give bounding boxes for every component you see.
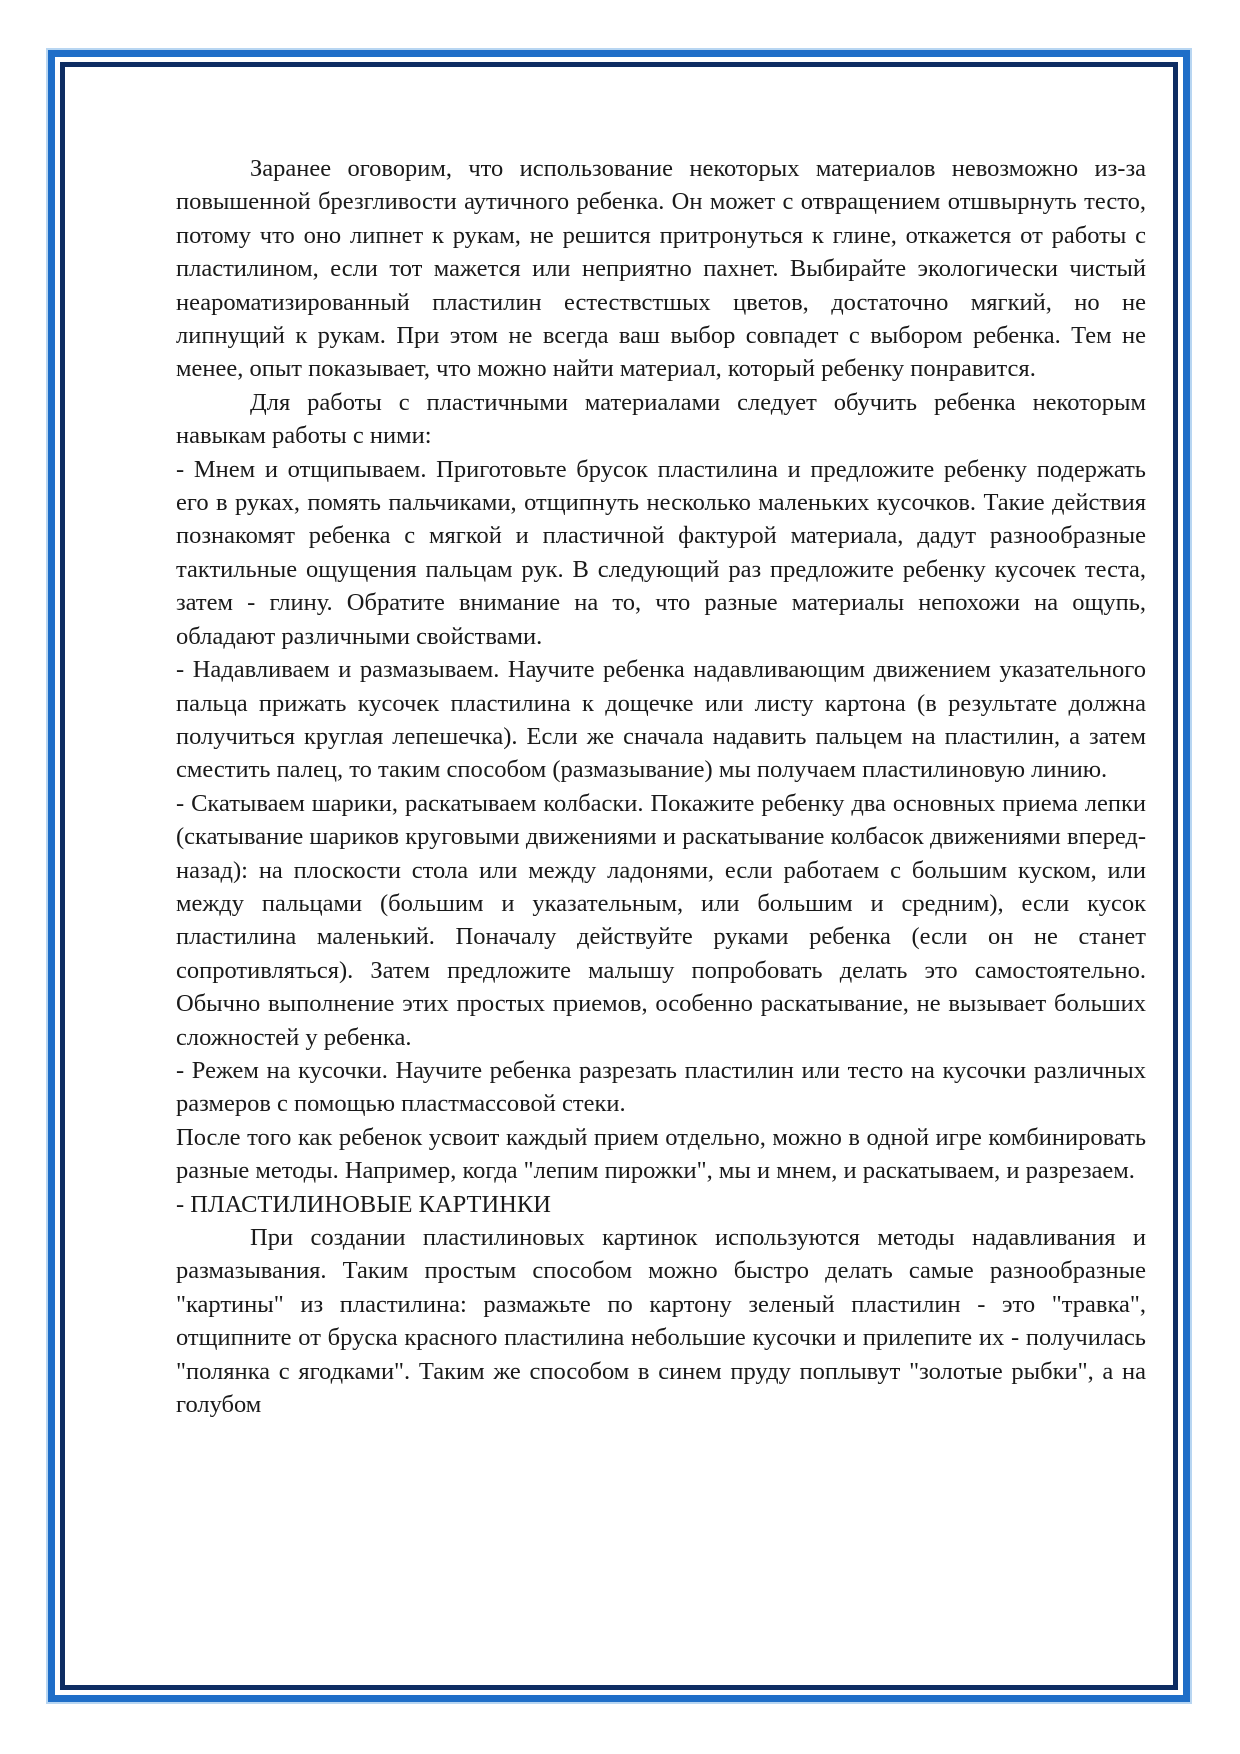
paragraph-intro: Заранее оговорим, что использование некоторых материалов невозможно из-за повышенной брезгливости аутичного ребенка. Он может с отвращением отшвырнуть тесто, потому что оно липнет к рукам, не решится притронуться к глине, откажется от работы с пластилином, если тот мажется или неприятно пахнет. Выбирайте экологически чистый неароматизированный пластилин естествстшых цветов, достаточно мягкий, но не липнущий к рукам. При этом не всегда ваш выбор совпадет с выбором ребенка. Тем не менее, опыт показывает, что можно найти материал, который ребенку понравится.	[176, 155, 1146, 383]
list-item-press: - Надавливаем и размазываем. Научите ребенка надавливающим движением указательного пальца прижать кусочек пластилина к дощечке или листу картона (в результате должна получиться круглая лепешечка). Если же сначала надавить пальцем на пластилин, а затем сместить палец, то таким способом (размазывание) мы получаем пластилиновую линию.	[176, 656, 1146, 784]
list-item-roll: - Скатываем шарики, раскатываем колбаски. Покажите ребенку два основных приема лепки (скатывание шариков круговыми движениями и раскатывание колбасок движениями вперед-назад): на плоскости стола или между ладонями, если работаем с большим куском, или между пальцами (большим и указательным, или большим и средним), если кусок пластилина маленький. Поначалу действуйте руками ребенка (если он не станет сопротивляться). Затем предложите малышу попробовать делать это самостоятельно. Обычно выполнение этих простых приемов, особенно раскатывание, не вызывает больших сложностей у ребенка.	[176, 789, 1146, 1051]
paragraph-skills-intro: Для работы с пластичными материалами следует обучить ребенка некоторым навыкам работы с ними:	[176, 388, 1146, 450]
paragraph-pictures: При создании пластилиновых картинок используются методы надавливания и размазывания. Таким простым способом можно быстро делать самые разнообразные "картины" из пластилина: размажьте по картону зеленый пластилин - это "травка", отщипните от бруска красного пластилина небольшие кусочки и прилепите их - получилась "полянка с ягодками". Таким же способом в синем пруду поплывут "золотые рыбки", а на голубом	[176, 1224, 1146, 1419]
list-item-knead: - Мнем и отщипываем. Приготовьте брусок пластилина и предложите ребенку подержать его в руках, помять пальчиками, отщипнуть несколько маленьких кусочков. Такие действия познакомят ребенка с мягкой и пластичной фактурой материала, дадут разнообразные тактильные ощущения пальцам рук. В следующий раз предложите ребенку кусочек теста, затем - глину. Обратите внимание на то, что разные материалы непохожи на ощупь, обладают различными свойствами.	[176, 455, 1146, 650]
section-heading: - ПЛАСТИЛИНОВЫЕ КАРТИНКИ	[176, 1190, 551, 1218]
paragraph-combine: После того как ребенок усвоит каждый прием отдельно, можно в одной игре комбинировать разные методы. Например, когда "лепим пирожки", мы и мнем, и раскатываем, и разрезаем.	[176, 1123, 1146, 1185]
list-item-cut: - Режем на кусочки. Научите ребенка разрезать пластилин или тесто на кусочки различных размеров с помощью пластмассовой стеки.	[176, 1056, 1146, 1118]
document-body	[176, 152, 1146, 1421]
